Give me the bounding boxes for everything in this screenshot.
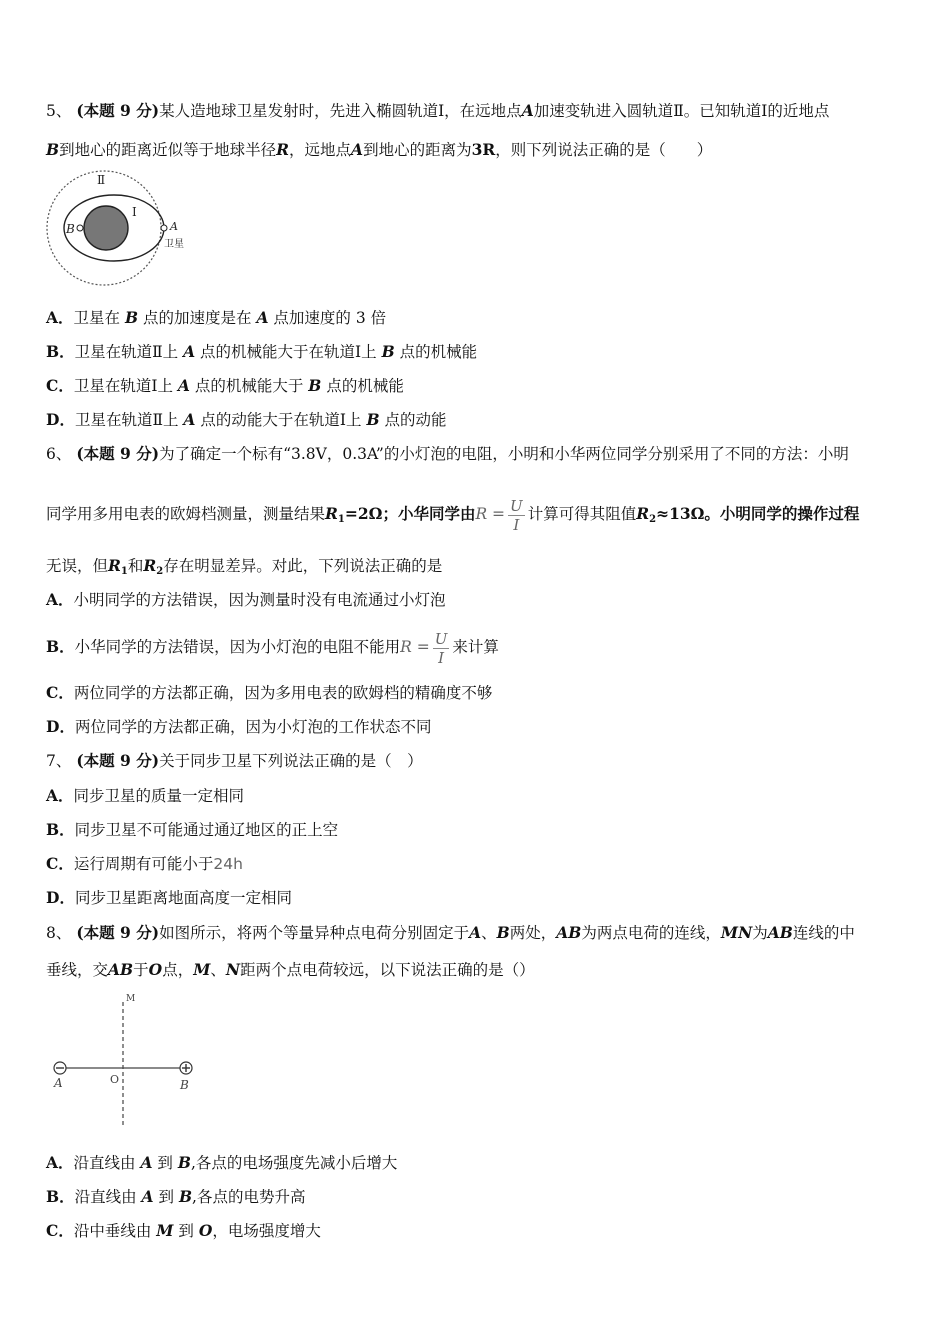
- q8-option-c[interactable]: C．沿中垂线由 M 到 O，电场强度增大: [46, 1221, 321, 1240]
- q6-option-a[interactable]: A．小明同学的方法错误，因为测量时没有电流通过小灯泡: [46, 590, 446, 609]
- earth: [84, 206, 128, 250]
- q5-number: 5、: [46, 102, 72, 120]
- q5-orbit-figure: [44, 170, 194, 290]
- formula-u-over-i: $\frac{U}{I}$: [510, 496, 523, 534]
- q5-stem-line2: B到地心的距离近似等于地球半径R，远地点A到地心的距离为3R，则下列说法正确的是（ ）: [46, 140, 713, 159]
- label-orbit-1: Ⅰ: [132, 205, 137, 219]
- label-satellite: 卫星: [164, 239, 184, 250]
- label-orbit-2: Ⅱ: [97, 173, 106, 187]
- label-m: M: [126, 994, 136, 1004]
- label-o: O: [110, 1073, 120, 1086]
- q6-stem-line3: 无误，但$R_1$和$R_2$存在明显差异。对此，下列说法正确的是: [46, 556, 443, 577]
- q7-option-d[interactable]: D．同步卫星距离地面高度一定相同: [46, 888, 292, 907]
- q8-stem-line1: 8、 (本题 9 分)如图所示，将两个等量异种点电荷分别固定于A、B两处，AB为两点电荷的连线，MN为AB连线的中: [46, 923, 855, 942]
- q8-charge-figure: [46, 990, 206, 1130]
- q7-option-c[interactable]: C．运行周期有可能小于24h: [46, 854, 243, 873]
- q5-option-a[interactable]: A．卫星在 B 点的加速度是在 A 点加速度的 3 倍: [46, 308, 387, 327]
- q5-score: (本题 9 分): [76, 101, 160, 120]
- q6-score: (本题 9 分): [76, 444, 160, 463]
- q8-score: (本题 9 分): [76, 923, 160, 942]
- q5-option-d[interactable]: D．卫星在轨道Ⅱ上 A 点的动能大于在轨道Ⅰ上 B 点的动能: [46, 410, 447, 429]
- q5-stem-line1: 5、 (本题 9 分)某人造地球卫星发射时，先进入椭圆轨道Ⅰ，在远地点A加速变轨进入圆轨道Ⅱ。已知轨道Ⅰ的近地点: [46, 101, 830, 120]
- q7-option-b[interactable]: B．同步卫星不可能通过通辽地区的正上空: [46, 820, 339, 839]
- label-a-charge: A: [54, 1076, 63, 1090]
- q7-number: 7、: [46, 752, 72, 770]
- formula-r-eq: R =: [475, 505, 506, 523]
- q8-stem-line2: 垂线，交AB于O点，M、N距两个点电荷较远，以下说法正确的是（）: [46, 960, 535, 979]
- label-b-charge: B: [180, 1078, 189, 1092]
- q6-stem-line2: 同学用多用电表的欧姆档测量，测量结果$R_1=2\Omega$；小华同学由R = $\frac{U}{I}$ 计算可得其阻值$R_2\approx 13\Omega$。小明同学的操作过程: [46, 496, 860, 534]
- q6-option-c[interactable]: C．两位同学的方法都正确，因为多用电表的欧姆档的精确度不够: [46, 683, 493, 702]
- satellite-marker: [161, 225, 167, 231]
- q8-option-b[interactable]: B．沿直线由 A 到 B,各点的电势升高: [46, 1187, 306, 1206]
- q7-option-a[interactable]: A．同步卫星的质量一定相同: [46, 786, 245, 805]
- q6-option-d[interactable]: D．两位同学的方法都正确，因为小灯泡的工作状态不同: [46, 717, 432, 736]
- q7-score: (本题 9 分): [76, 751, 160, 770]
- label-b: B: [66, 222, 75, 236]
- q6-stem-line1: 6、 (本题 9 分)为了确定一个标有“3.8V，0.3A”的小灯泡的电阻，小明和小华两位同学分别采用了不同的方法：小明: [46, 444, 849, 463]
- q8-number: 8、: [46, 924, 72, 942]
- q5-option-b[interactable]: B．卫星在轨道Ⅱ上 A 点的机械能大于在轨道Ⅰ上 B 点的机械能: [46, 342, 478, 361]
- label-a: A: [170, 220, 178, 233]
- q8-option-a[interactable]: A．沿直线由 A 到 B,各点的电场强度先减小后增大: [46, 1153, 398, 1172]
- q7-stem: 7、 (本题 9 分)关于同步卫星下列说法正确的是（ ）: [46, 751, 423, 770]
- q6-option-b[interactable]: B．小华同学的方法错误，因为小灯泡的电阻不能用R = $\frac{U}{I}$ 来计算: [46, 629, 499, 667]
- point-b-marker: [77, 225, 83, 231]
- q5-option-c[interactable]: C．卫星在轨道Ⅰ上 A 点的机械能大于 B 点的机械能: [46, 376, 404, 395]
- q6-number: 6、: [46, 445, 72, 463]
